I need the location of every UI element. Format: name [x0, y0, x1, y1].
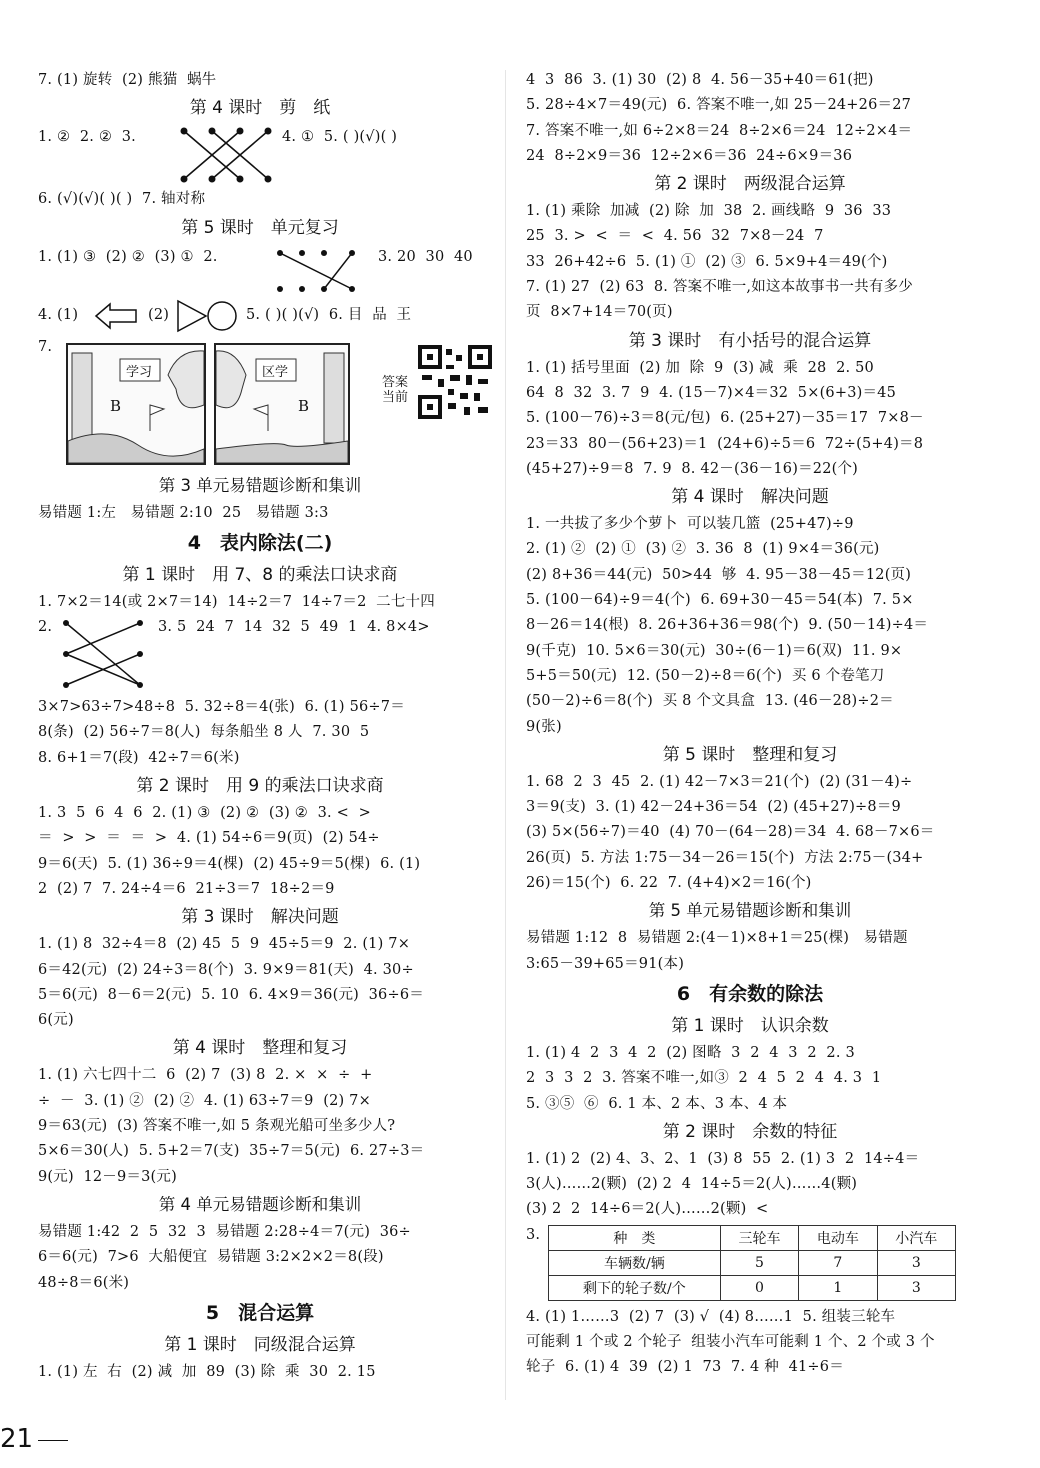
- answer-line: 26)＝15(个) 6. 22 7. (4+4)×2＝16(个): [526, 875, 812, 892]
- table-cell: 剩下的轮子数/个: [549, 1275, 721, 1300]
- map-sign-label: 学习: [126, 364, 153, 380]
- answer-line: 1. 7×2＝14(或 2×7＝14) 14÷2＝7 14÷7＝2 二七十四: [38, 593, 435, 610]
- table-cell: 3: [877, 1275, 955, 1300]
- answer-line: 4. (1) 1……3 (2) 7 (3) √ (4) 8……1 5. 组装三轮车: [526, 1308, 896, 1325]
- table-cell: 3: [877, 1250, 955, 1275]
- table-row: [549, 1275, 956, 1300]
- answer-line: 2.: [38, 619, 53, 636]
- answer-line: 1. (1) 2 (2) 4、3、2、1 (3) 8 55 2. (1) 3 2 14÷4＝: [526, 1150, 920, 1167]
- answer-line: ＝ > > ＝ ＝ > 4. (1) 54÷6＝9(页) (2) 54÷: [38, 830, 380, 847]
- answer-line: 3:65－39+65＝91(本): [526, 955, 685, 972]
- table-header-cell: 电动车: [799, 1225, 877, 1250]
- table-cell: 0: [720, 1275, 798, 1300]
- map-marker: B: [110, 396, 122, 415]
- answer-line: 轮子 6. (1) 4 39 (2) 1 73 7. 4 种 41÷6＝: [526, 1359, 844, 1376]
- lesson-heading: 第 2 课时 两级混合运算: [654, 174, 846, 195]
- answer-line: 6＝42(元) (2) 24÷3＝8(个) 3. 9×9＝81(天) 4. 30÷: [38, 961, 414, 978]
- table-header-cell: 三轮车: [720, 1225, 798, 1250]
- table-cell: 7: [799, 1250, 877, 1275]
- wheel-table: [548, 1225, 956, 1301]
- answer-line: 9(元) 12－9＝3(元): [38, 1168, 177, 1185]
- answer-line: 48÷8＝6(米): [38, 1274, 130, 1291]
- answer-line: 1. ② 2. ② 3.: [38, 129, 136, 146]
- answer-line: (2) 8+36＝44(元) 50>44 够 4. 95－38－45＝12(页): [526, 566, 912, 583]
- answer-line: 4 3 86 3. (1) 30 (2) 8 4. 56－35+40＝61(把): [526, 72, 874, 88]
- answer-line: 5. 28÷4×7＝49(元) 6. 答案不唯一,如 25－24+26＝27: [526, 97, 912, 114]
- answer-line: 2 3 3 2 3. 答案不唯一,如③ 2 4 5 2 4 4. 3 1: [526, 1070, 882, 1087]
- answer-line: (50－2)÷6＝8(个) 买 8 个文具盒 13. (46－28)÷2＝: [526, 693, 894, 710]
- answer-line: 3×7>63÷7>48÷8 5. 32÷8＝4(张) 6. (1) 56÷7＝: [38, 699, 405, 716]
- answer-line: 1. 3 5 6 4 6 2. (1) ③ (2) ② (3) ② 3. < >: [38, 805, 371, 822]
- lesson-heading: 第 1 课时 同级混合运算: [164, 1334, 356, 1355]
- answer-line: 26(页) 5. 方法 1:75－34－26＝15(个) 方法 2:75－(34+: [526, 849, 924, 866]
- table-header-cell: 小汽车: [877, 1225, 955, 1250]
- wheel-table-row: [526, 1223, 974, 1305]
- table-row: [549, 1250, 956, 1275]
- answer-line: 3＝9(支) 3. (1) 42－24+36＝54 (2) (45+27)÷8＝9: [526, 799, 901, 816]
- answer-line: 1. (1) 六七四十二 6 (2) 7 (3) 8 2. × × ÷ +: [38, 1067, 373, 1084]
- answer-line: 8. 6+1＝7(段) 42÷7＝6(米): [38, 749, 240, 766]
- section-heading: 第 5 单元易错题诊断和集训: [648, 901, 852, 921]
- answer-line: 64 8 32 3. 7 9 4. (15－7)×4＝32 5×(6+3)＝45: [526, 384, 897, 401]
- answer-line: 9＝63(元) (3) 答案不唯一,如 5 条观光船可坐多少人?: [38, 1118, 396, 1135]
- lesson-heading: 第 5 课时 单元复习: [181, 217, 339, 238]
- left-column: [38, 68, 482, 1385]
- page-number-rule: [38, 1440, 68, 1441]
- answer-line: 9(张): [526, 718, 562, 735]
- answer-line: 5. (100－76)÷3＝8(元/包) 6. (25+27)－35＝17 7×8－: [526, 410, 924, 427]
- map-figure-row: [38, 335, 482, 471]
- unit-heading: 6 有余数的除法: [676, 982, 824, 1005]
- arrow-left-icon: [94, 301, 140, 331]
- school-map-figure: [66, 343, 206, 465]
- answer-line: 易错题 1:左 易错题 2:10 25 易错题 3:3: [38, 504, 329, 521]
- lesson-heading: 第 4 课时 整理和复习: [172, 1038, 348, 1059]
- answer-line: (45+27)÷9＝8 7. 9 8. 42－(36－16)＝22(个): [526, 460, 859, 477]
- answer-line: ÷ － 3. (1) ② (2) ② 4. (1) 63÷7＝9 (2) 7×: [38, 1092, 371, 1109]
- answer-line: 5. ③⑤ ⑥ 6. 1 本、2 本、3 本、4 本: [526, 1095, 788, 1112]
- answer-line: 易错题 1:12 8 易错题 2:(4－1)×8+1＝25(棵) 易错题: [526, 930, 908, 947]
- column-divider: [505, 70, 506, 1400]
- lesson-heading: 第 2 课时 用 9 的乘法口诀求商: [136, 776, 384, 797]
- answer-line: 7. 答案不唯一,如 6÷2×8＝24 8÷2×6＝24 12÷2×4＝: [526, 122, 913, 139]
- answer-line: 7.: [38, 338, 53, 355]
- answer-line: (3) 5×(56÷7)＝40 (4) 70－(64－28)＝34 4. 68－7×6＝: [526, 824, 935, 841]
- answer-line: 7. (1) 旋转 (2) 熊猫 蜗牛: [38, 72, 217, 88]
- qr-code-icon[interactable]: [418, 345, 492, 419]
- answer-line: 9(千克) 10. 5×6＝30(元) 30÷(6－1)＝6(双) 11. 9×: [526, 642, 903, 659]
- answer-line: 1. 68 2 3 45 2. (1) 42－7×3＝21(个) (2) (31－4)÷: [526, 773, 913, 790]
- answer-line: 9＝6(天) 5. (1) 36÷9＝4(棵) (2) 45÷9＝5(棵) 6. (1): [38, 855, 421, 872]
- answer-line: 6＝6(元) 7>6 大船便宜 易错题 3:2×2×2＝8(段): [38, 1249, 384, 1266]
- table-cell: 5: [720, 1250, 798, 1275]
- matching-lines-diagram: [60, 619, 148, 689]
- answer-line: 24 8÷2×9＝36 12÷2×6＝36 24÷6×9＝36: [526, 147, 853, 164]
- answer-line: 1. (1) 左 右 (2) 减 加 89 (3) 除 乘 30 2. 15: [38, 1363, 376, 1380]
- answer-line: 5＝6(元) 8－6＝2(元) 5. 10 6. 4×9＝36(元) 36÷6＝: [38, 986, 424, 1003]
- qr-caption: 答案当前: [382, 374, 409, 405]
- unit-heading: 4 表内除法(二): [187, 531, 333, 554]
- answer-line: 1. 一共拔了多少个萝卜 可以装几篮 (25+47)÷9: [526, 516, 854, 533]
- answer-line: 1. (1) 括号里面 (2) 加 除 9 (3) 减 乘 28 2. 50: [526, 359, 874, 376]
- answer-line: 8(条) (2) 56÷7＝8(人) 每条船坐 8 人 7. 30 5: [38, 724, 370, 741]
- lesson-heading: 第 3 课时 有小括号的混合运算: [628, 330, 872, 351]
- answer-line: 8－26＝14(根) 8. 26+36+36＝98(个) 9. (50－14)÷4＝: [526, 617, 929, 634]
- table-header-cell: 种 类: [549, 1225, 721, 1250]
- section-heading: 第 4 单元易错题诊断和集训: [158, 1194, 362, 1214]
- school-map-figure: [214, 343, 350, 465]
- lesson-heading: 第 4 课时 剪 纸: [189, 98, 331, 119]
- answer-line: 25 3. > < ＝ < 4. 56 32 7×8－24 7: [526, 228, 824, 245]
- answer-line: 6(元): [38, 1012, 74, 1029]
- answer-line: 5×6＝30(人) 5. 5+2＝7(支) 35÷7＝5(元) 6. 27÷3＝: [38, 1143, 425, 1160]
- answer-line: 3.: [526, 1226, 541, 1243]
- shapes-figure-row: [38, 299, 482, 335]
- lesson-heading: 第 1 课时 认识余数: [671, 1015, 829, 1036]
- answer-line: 1. (1) 4 2 3 4 2 (2) 图略 3 2 4 3 2 2. 3: [526, 1044, 855, 1061]
- answer-line: 4. (1): [38, 306, 79, 323]
- matching-lines-diagram: [272, 247, 372, 297]
- table-cell: 1: [799, 1275, 877, 1300]
- lesson-heading: 第 2 课时 余数的特征: [662, 1121, 838, 1142]
- answer-line: 3(人)……2(颗) (2) 2 4 14÷5＝2(人)……4(颗): [526, 1176, 858, 1193]
- answer-line: 6. (√)(√)( )( ) 7. 轴对称: [38, 191, 206, 208]
- answer-line: 2 (2) 7 7. 24÷4＝6 21÷3＝7 18÷2＝9: [38, 880, 335, 897]
- triangle-circle-icon: [176, 299, 242, 333]
- answer-line: 1. (1) 8 32÷4＝8 (2) 45 5 9 45÷5＝9 2. (1) 7×: [38, 936, 411, 953]
- answer-line: 5. (100－64)÷9＝4(个) 6. 69+30－45＝54(本) 7. 5×: [526, 592, 914, 609]
- answer-line: (3) 2 2 14÷6＝2(人)……2(颗) <: [526, 1201, 769, 1218]
- page-number: 21: [0, 1424, 34, 1454]
- answer-line: 易错题 1:42 2 5 32 3 易错题 2:28÷4＝7(元) 36÷: [38, 1223, 411, 1240]
- answer-line: 3. 5 24 7 14 32 5 49 1 4. 8×4>: [158, 619, 430, 636]
- section-heading: 第 3 单元易错题诊断和集训: [158, 475, 362, 495]
- answer-line: 可能剩 1 个或 2 个轮子 组装小汽车可能剩 1 个、2 个或 3 个: [526, 1333, 935, 1350]
- answer-line: 页 8×7+14＝70(页): [526, 304, 673, 321]
- answer-line: 4. ① 5. ( )(√)( ): [282, 129, 398, 146]
- answer-line: 33 26+42÷6 5. (1) ① (2) ③ 6. 5×9+4＝49(个): [526, 253, 888, 270]
- lesson-heading: 第 5 课时 整理和复习: [662, 744, 838, 765]
- lesson-heading: 第 3 课时 解决问题: [181, 907, 339, 928]
- lesson-heading: 第 1 课时 用 7、8 的乘法口诀求商: [122, 564, 398, 585]
- answer-line: 1. (1) ③ (2) ② (3) ① 2.: [38, 248, 218, 265]
- matching-lines-diagram: [176, 125, 276, 185]
- answer-line: 7. (1) 27 (2) 63 8. 答案不唯一,如这本故事书一共有多少: [526, 279, 913, 296]
- answer-line: 3. 20 30 40: [378, 248, 473, 265]
- right-column: [526, 68, 974, 1381]
- answer-line: 5. ( )( )(√) 6. 目 品 王: [246, 306, 412, 323]
- answer-line: 5+5＝50(元) 12. (50－2)÷8＝6(个) 买 6 个卷笔刀: [526, 667, 885, 684]
- matching-figure-row: [38, 123, 482, 187]
- matching-figure-row: [38, 243, 482, 299]
- unit-heading: 5 混合运算: [205, 1301, 315, 1324]
- answer-line: 1. (1) 乘除 加减 (2) 除 加 38 2. 画线略 9 36 33: [526, 203, 892, 220]
- answer-line: 2. (1) ② (2) ① (3) ② 3. 36 8 (1) 9×4＝36(元): [526, 541, 880, 558]
- answer-line: 23＝33 80－(56+23)＝1 (24+6)÷5＝6 72÷(5+4)＝8: [526, 435, 924, 452]
- matching-figure-row: [38, 615, 482, 695]
- map-sign-label: 区学: [262, 364, 289, 380]
- answer-line: (2): [148, 306, 170, 323]
- table-cell: 车辆数/辆: [549, 1250, 721, 1275]
- map-marker: B: [298, 396, 310, 415]
- table-header-row: [549, 1225, 956, 1250]
- lesson-heading: 第 4 课时 解决问题: [671, 487, 829, 508]
